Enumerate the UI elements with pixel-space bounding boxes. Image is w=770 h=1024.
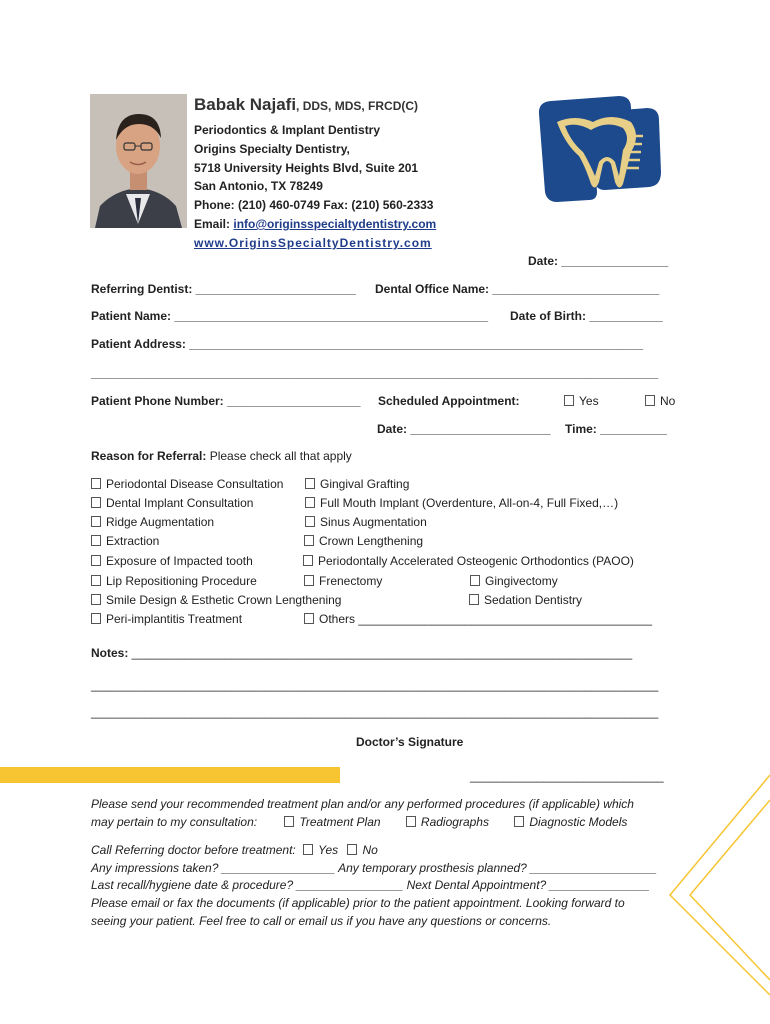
date-field[interactable]: Date: ________________ xyxy=(528,254,669,268)
decorative-diamond-lines xyxy=(660,770,770,1000)
reason-item: Gingival Grafting xyxy=(320,477,410,491)
doctor-credentials: , DDS, MDS, FRCD(C) xyxy=(296,99,419,113)
email-label: Email: xyxy=(194,217,234,231)
checkbox-icon xyxy=(91,497,101,508)
checkbox-icon xyxy=(91,594,101,605)
footer-paragraph-2-line-2: seeing your patient. Feel free to call or email us if you have any questions or concerns. xyxy=(91,914,552,928)
reason-item: Frenectomy xyxy=(319,574,383,588)
call-referring-text: Call Referring doctor before treatment: xyxy=(91,843,296,857)
reason-item: Periodontal Disease Consultation xyxy=(106,477,284,491)
reason-checkbox[interactable] xyxy=(91,496,253,510)
reason-label: Reason for Referral: xyxy=(91,449,207,463)
scheduled-appointment-label: Scheduled Appointment: xyxy=(378,394,520,408)
radiographs-label: Radiographs xyxy=(420,815,489,829)
appt-time-field[interactable]: Time: __________ xyxy=(565,422,667,436)
notes-line-2[interactable]: _____________________________________________________________________________________ xyxy=(91,678,659,692)
checkbox-icon xyxy=(304,535,314,546)
notes-line-1: ___________________________________________________________________________ xyxy=(128,646,633,660)
reason-item: Smile Design & Esthetic Crown Lengthening xyxy=(106,593,342,607)
footer-paragraph-2-line-1: Please email or fax the documents (if applicable) prior to the patient appointment. Looking forward to xyxy=(91,896,625,910)
reason-item: Sinus Augmentation xyxy=(320,515,427,529)
reason-item: Lip Repositioning Procedure xyxy=(106,574,257,588)
reason-item: Others ____________________________________________ xyxy=(319,612,652,626)
appt-no-label: No xyxy=(660,394,676,408)
patient-phone-field[interactable]: Patient Phone Number: ____________________ xyxy=(91,394,361,408)
email-link[interactable]: info@originsspecialtydentistry.com xyxy=(233,217,437,231)
reason-instruction: Please check all that apply xyxy=(206,449,352,463)
reason-item: Ridge Augmentation xyxy=(106,515,215,529)
appt-date-field[interactable]: Date: _____________________ xyxy=(377,422,551,436)
checkbox-icon xyxy=(284,816,294,827)
reason-checkbox[interactable] xyxy=(304,534,423,548)
reason-checkbox[interactable] xyxy=(91,593,341,607)
impressions-field[interactable]: Any impressions taken? _________________ Any temporary prosthesis planned? ___________________ xyxy=(91,861,657,875)
checkbox-icon xyxy=(91,575,101,586)
reason-item: Periodontally Accelerated Osteogenic Orthodontics (PAOO) xyxy=(318,554,634,568)
radiographs-checkbox[interactable] xyxy=(406,815,489,829)
reason-checkbox[interactable] xyxy=(305,496,618,510)
email-line xyxy=(194,217,436,231)
notes-line-3[interactable]: _____________________________________________________________________________________ xyxy=(91,705,659,719)
checkbox-icon xyxy=(469,594,479,605)
reason-item: Peri-implantitis Treatment xyxy=(106,612,243,626)
patient-name-field[interactable]: Patient Name: _______________________________________________ xyxy=(91,309,489,323)
tooth-logo xyxy=(535,92,665,202)
signature-label: Doctor’s Signature xyxy=(356,735,464,749)
yellow-accent-bar xyxy=(0,767,340,783)
reason-item: Gingivectomy xyxy=(485,574,558,588)
patient-address-field[interactable]: Patient Address: ____________________________________________________________________ xyxy=(91,337,644,351)
diagnostic-models-checkbox[interactable] xyxy=(514,815,627,829)
address-line-1: 5718 University Heights Blvd, Suite 201 xyxy=(194,161,419,175)
reason-checkbox[interactable] xyxy=(304,612,652,626)
footer-paragraph-1-line-2 xyxy=(91,815,627,829)
reason-checkbox[interactable] xyxy=(470,574,558,588)
checkbox-icon xyxy=(91,516,101,527)
checkbox-icon xyxy=(514,816,524,827)
doctor-name: Babak Najafi xyxy=(194,95,297,114)
checkbox-icon xyxy=(303,555,313,566)
reason-checkbox[interactable] xyxy=(469,593,582,607)
diagnostic-models-label: Diagnostic Models xyxy=(529,815,628,829)
consultation-text: may pertain to my consultation: xyxy=(91,815,258,829)
reason-item: Full Mouth Implant (Overdenture, All-on-4, Full Fixed,…) xyxy=(320,496,619,510)
call-no-label: No xyxy=(362,843,378,857)
checkbox-icon xyxy=(305,478,315,489)
appt-yes-label: Yes xyxy=(579,394,599,408)
signature-line[interactable]: _____________________________ xyxy=(470,769,664,783)
reason-checkbox[interactable] xyxy=(91,515,214,529)
reason-checkbox[interactable] xyxy=(91,612,242,626)
address-line-2: San Antonio, TX 78249 xyxy=(194,179,323,193)
practice-name: Origins Specialty Dentistry, xyxy=(194,142,350,156)
checkbox-icon xyxy=(91,478,101,489)
appt-yes-checkbox[interactable] xyxy=(564,394,599,408)
checkbox-icon xyxy=(91,535,101,546)
reason-item: Exposure of Impacted tooth xyxy=(106,554,253,568)
reason-item: Sedation Dentistry xyxy=(484,593,583,607)
reason-heading xyxy=(91,449,352,463)
reason-checkbox[interactable] xyxy=(91,574,257,588)
checkbox-icon xyxy=(305,516,315,527)
checkbox-icon xyxy=(645,395,655,406)
checkbox-icon xyxy=(91,613,101,624)
reason-item: Extraction xyxy=(106,534,160,548)
reason-checkbox[interactable] xyxy=(305,515,427,529)
reason-checkbox[interactable] xyxy=(91,554,253,568)
address-line-field[interactable]: _____________________________________________________________________________________ xyxy=(91,366,659,380)
doctor-name-line xyxy=(194,95,418,115)
website-link[interactable]: www.OriginsSpecialtyDentistry.com xyxy=(194,236,432,250)
checkbox-icon xyxy=(406,816,416,827)
call-referring-line xyxy=(91,843,378,857)
reason-checkbox[interactable] xyxy=(305,477,409,491)
reason-checkbox[interactable] xyxy=(91,477,283,491)
notes-label: Notes: xyxy=(91,646,129,660)
checkbox-icon xyxy=(470,575,480,586)
checkbox-icon xyxy=(347,844,357,855)
checkbox-icon xyxy=(564,395,574,406)
call-no-checkbox[interactable] xyxy=(347,843,377,857)
checkbox-icon xyxy=(304,613,314,624)
reason-checkbox[interactable] xyxy=(303,554,634,568)
last-recall-field[interactable]: Last recall/hygiene date & procedure? ________________ Next Dental Appointment? _______________ xyxy=(91,878,650,892)
treatment-plan-checkbox[interactable] xyxy=(284,815,380,829)
doctor-photo xyxy=(90,94,187,228)
treatment-plan-label: Treatment Plan xyxy=(299,815,381,829)
call-yes-label: Yes xyxy=(318,843,339,857)
reason-checkbox[interactable] xyxy=(91,534,159,548)
reason-item: Crown Lengthening xyxy=(319,534,424,548)
checkbox-icon xyxy=(303,844,313,855)
footer-paragraph-1-line-1: Please send your recommended treatment plan and/or any performed procedures (if applicable) which xyxy=(91,797,634,811)
checkbox-icon xyxy=(305,497,315,508)
dental-office-field[interactable]: Dental Office Name: _________________________ xyxy=(375,282,660,296)
reason-checkbox[interactable] xyxy=(304,574,382,588)
specialty: Periodontics & Implant Dentistry xyxy=(194,123,381,137)
checkbox-icon xyxy=(91,555,101,566)
call-yes-checkbox[interactable] xyxy=(303,843,338,857)
phone-fax: Phone: (210) 460-0749 Fax: (210) 560-2333 xyxy=(194,198,434,212)
appt-no-checkbox[interactable] xyxy=(645,394,675,408)
reason-item: Dental Implant Consultation xyxy=(106,496,254,510)
dob-field[interactable]: Date of Birth: ___________ xyxy=(510,309,663,323)
referring-dentist-field[interactable]: Referring Dentist: ________________________ xyxy=(91,282,356,296)
checkbox-icon xyxy=(304,575,314,586)
notes-field[interactable] xyxy=(91,646,632,660)
